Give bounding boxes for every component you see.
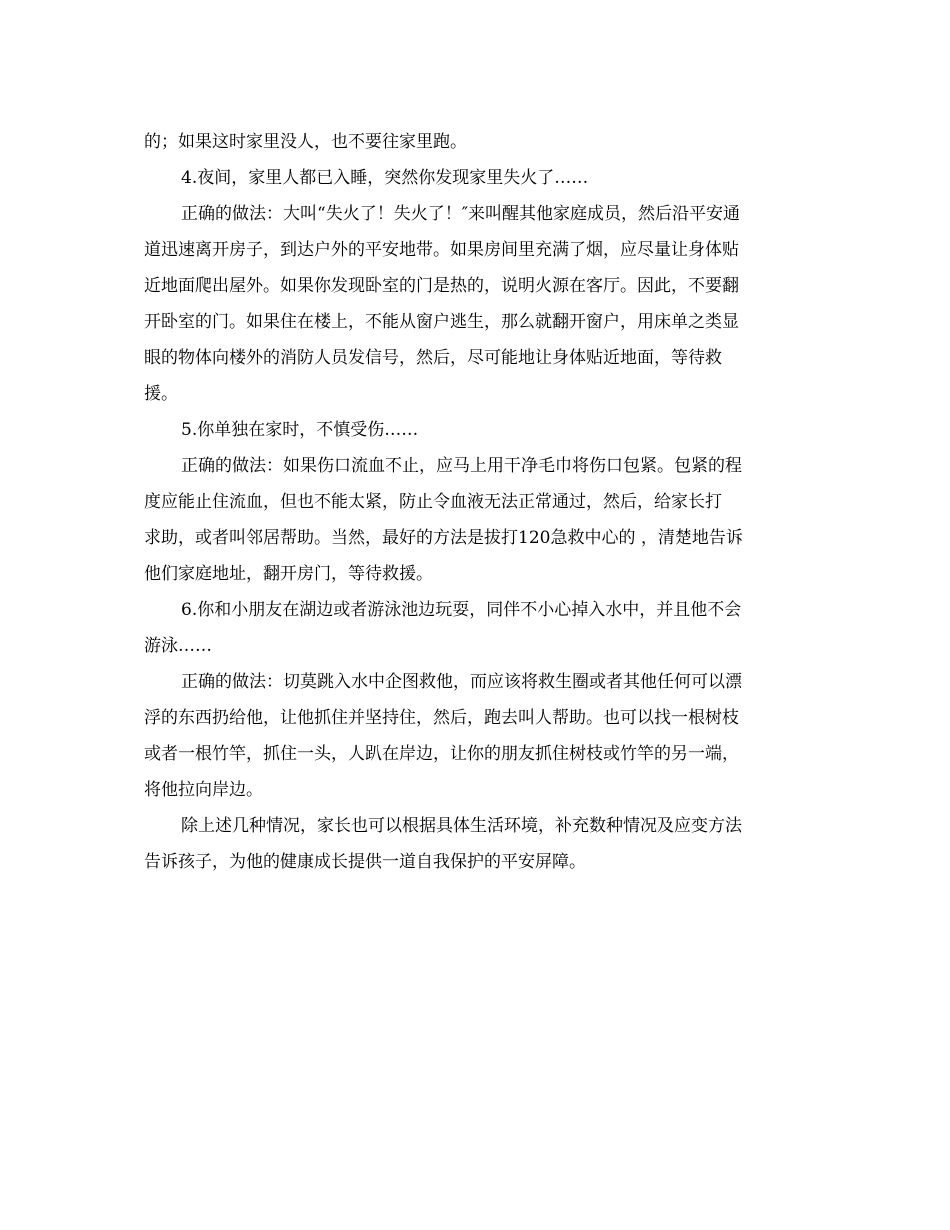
text-line: 将他拉向岸边。 xyxy=(144,780,263,800)
text-line: 的；如果这时家里没人，也不要往家里跑。 xyxy=(144,132,467,152)
text-line: 告诉孩子，为他的健康成长提供一道自我保护的平安屏障。 xyxy=(144,852,586,872)
text-line: 5.你单独在家时，不慎受伤…… xyxy=(181,420,419,440)
text-line: 正确的做法：大叫“失火了！失火了！″来叫醒其他家庭成员，然后沿平安通 xyxy=(181,204,741,224)
text-line: 或者一根竹竿，抓住一头，人趴在岸边，让你的朋友抓住树枝或竹竿的另一端， xyxy=(144,744,739,764)
text-line: 游泳…… xyxy=(144,636,212,656)
text-line: 援。 xyxy=(144,384,178,404)
document-body xyxy=(144,124,810,880)
text-line: 道迅速离开房子，到达户外的平安地带。如果房间里充满了烟，应尽量让身体贴 xyxy=(144,240,739,260)
text-line: 开卧室的门。如果住在楼上，不能从窗户逃生，那么就翻开窗户，用床单之类显 xyxy=(144,312,739,332)
text-line: 6.你和小朋友在湖边或者游泳池边玩耍，同伴不小心掉入水中，并且他不会 xyxy=(181,600,742,620)
text-line: 正确的做法：如果伤口流血不止，应马上用干净毛巾将伤口包紧。包紧的程 xyxy=(181,456,742,476)
text-line: 度应能止住流血，但也不能太紧，防止令血液无法正常通过，然后，给家长打 xyxy=(144,492,722,512)
text-line: 浮的东西扔给他，让他抓住并坚持住，然后，跑去叫人帮助。也可以找一根树枝 xyxy=(144,708,739,728)
text-line: 4.夜间，家里人都已入睡，突然你发现家里失火了…… xyxy=(181,168,589,188)
text-line: 他们家庭地址，翻开房门，等待救援。 xyxy=(144,564,433,584)
text-line: 除上述几种情况，家长也可以根据具体生活环境，补充数种情况及应变方法 xyxy=(181,816,742,836)
text-line: 眼的物体向楼外的消防人员发信号，然后，尽可能地让身体贴近地面，等待救 xyxy=(144,348,722,368)
text-line: 正确的做法：切莫跳入水中企图救他，而应该将救生圈或者其他任何可以漂 xyxy=(181,672,742,692)
text-line: 求助，或者叫邻居帮助。当然，最好的方法是拔打120急救中心的 ，清楚地告诉 xyxy=(144,528,743,548)
text-line: 近地面爬出屋外。如果你发现卧室的门是热的，说明火源在客厅。因此，不要翻 xyxy=(144,276,739,296)
